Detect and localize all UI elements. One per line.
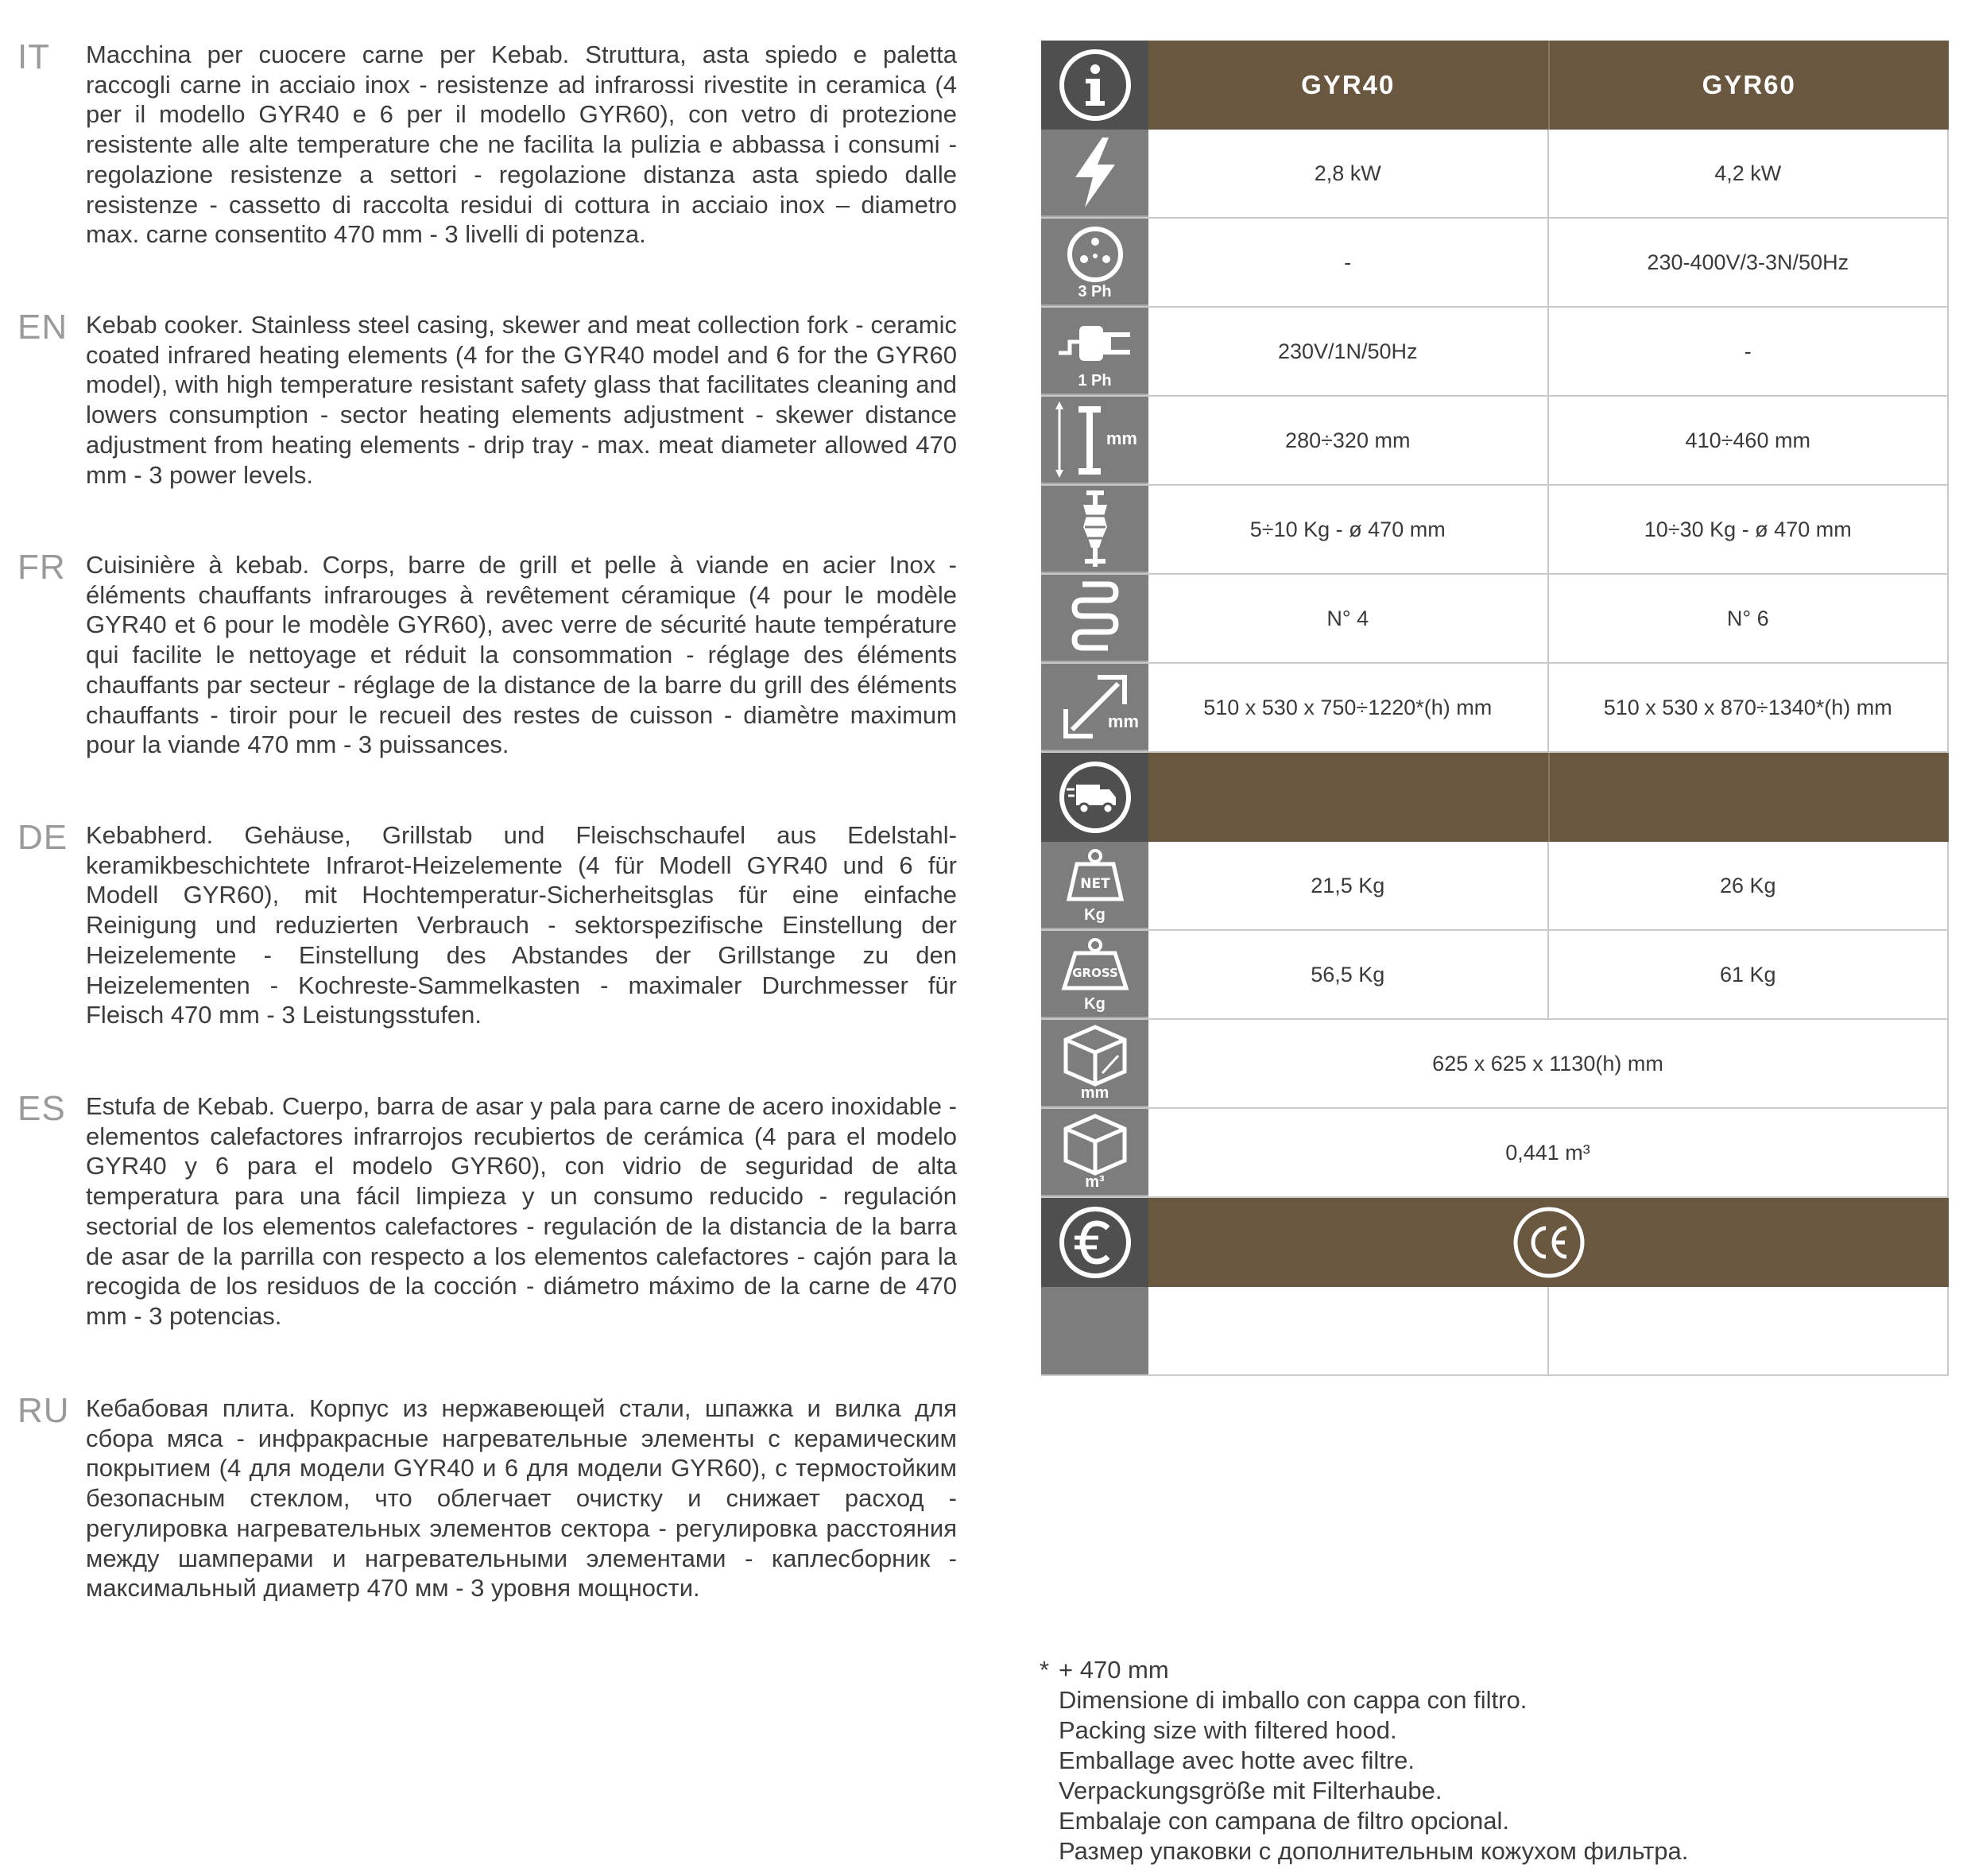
spec-row-net-weight bbox=[1041, 842, 1949, 931]
value-gyr60: 26 Kg bbox=[1547, 842, 1948, 929]
footnote-line: Dimensione di imballo con cappa con filtro. bbox=[1059, 1686, 1528, 1714]
language-code: DE bbox=[17, 818, 68, 857]
value-gyr40: 56,5 Kg bbox=[1311, 962, 1385, 986]
icon-label: 1 Ph bbox=[1078, 372, 1112, 390]
package-volume-icon bbox=[1061, 1113, 1129, 1176]
footnote-line: Verpackungsgröße mit Filterhaube. bbox=[1059, 1777, 1442, 1804]
price-gyr60 bbox=[1547, 1287, 1948, 1374]
price-gyr40 bbox=[1148, 1287, 1547, 1374]
description-es bbox=[17, 1091, 957, 1331]
spec-row-single-phase bbox=[1041, 308, 1949, 397]
net-weight-icon bbox=[1066, 847, 1125, 905]
spec-row-heating-elements bbox=[1041, 575, 1949, 664]
value-gyr40: 5÷10 Kg - ø 470 mm bbox=[1249, 517, 1446, 541]
spec-row-meat-capacity bbox=[1041, 486, 1949, 575]
icon-label: mm bbox=[1080, 1084, 1109, 1102]
model-gyr40-header: GYR40 bbox=[1301, 70, 1396, 99]
info-icon bbox=[1057, 47, 1133, 123]
footnote-line: Emballage avec hotte avec filtre. bbox=[1059, 1746, 1415, 1774]
footnote-line: Embalaje con campana de filtro opcional. bbox=[1059, 1807, 1509, 1835]
footnote-line: Размер упаковки с дополнительным кожухом фильтра. bbox=[1059, 1837, 1689, 1865]
language-code: IT bbox=[17, 37, 51, 76]
description-ru bbox=[17, 1393, 957, 1603]
delivery-truck-icon bbox=[1057, 759, 1133, 835]
description-en bbox=[17, 310, 957, 490]
value-gyr60: 410÷460 mm bbox=[1547, 397, 1948, 484]
description-text: Cuisinière à kebab. Corps, barre de grill et pelle à viande en acier Inox - éléments chauffants infrarouges à revêtement céramique (4 pour le modèle GYR40 et 6 pour le modèle GYR60), avec verre de sécurité haute température qui facilite le nettoyage et réduit la consommation - réglage des éléments chauffants par secteur - réglage de la distance de la barre du grill des éléments chauffants - tiroir pour le recueil des restes de cuisson - diamètre maximum pour la viande 470 mm - 3 puissances. bbox=[86, 551, 957, 759]
value-gyr60: 230-400V/3-3N/50Hz bbox=[1547, 219, 1948, 306]
package-dimensions-icon bbox=[1061, 1024, 1129, 1087]
value-gyr60: - bbox=[1547, 308, 1948, 395]
value-gyr40: 230V/1N/50Hz bbox=[1277, 339, 1418, 363]
single-phase-plug-icon bbox=[1055, 318, 1135, 366]
value-gyr60: 10÷30 Kg - ø 470 mm bbox=[1547, 486, 1948, 573]
value-gyr40: N° 4 bbox=[1326, 606, 1369, 630]
value-gyr40: 510 x 530 x 750÷1220*(h) mm bbox=[1203, 695, 1493, 719]
price-row bbox=[1041, 1287, 1949, 1376]
description-de bbox=[17, 820, 957, 1030]
footnote-star: * bbox=[1040, 1656, 1050, 1684]
gross-weight-icon bbox=[1059, 936, 1131, 994]
three-phase-plug-icon bbox=[1065, 224, 1125, 285]
language-code: ES bbox=[17, 1089, 66, 1128]
description-text: Macchina per cuocere carne per Kebab. Struttura, asta spiedo e paletta raccogli carne in acciaio inox - resistenze ad infrarossi rivestite in ceramica (4 per il modello GYR40 e 6 per il modello GYR60), con vetro di protezione resistente alle alte temperature che ne facilita la pulizia e abbassa i consumi - regolazione resistenze a settori - regolazione distanza asta spiedo dalle resistenze - cassetto di raccolta residui di cottura in acciaio inox – diametro max. carne consentito 470 mm - 3 livelli di potenza. bbox=[86, 41, 957, 249]
spec-row-package-dimensions bbox=[1041, 1020, 1949, 1109]
language-code: FR bbox=[17, 548, 66, 587]
description-text: Kebab cooker. Stainless steel casing, skewer and meat collection fork - ceramic coated infrared heating elements (4 for the GYR40 model and 6 for the GYR60 model), with high temperature resistant safety glass that facilitates cleaning and lowers consumption - sector heating elements adjustment - skewer distance adjustment from heating elements - drip tray - max. meat diameter allowed 470 mm - 3 power levels. bbox=[86, 311, 957, 489]
icon-label: m³ bbox=[1085, 1173, 1105, 1191]
price-header-row bbox=[1041, 1198, 1949, 1287]
description-text: Estufa de Kebab. Cuerpo, barra de asar y pala para carne de acero inoxidable - elementos calefactores infrarrojos recubiertos de cerámica (4 para el modelo GYR40 y 6 para el modelo GYR60), con vidrio de seguridad de alta temperatura para una fácil limpieza y un consumo reducido - regulación sectorial de los elementos calefactores - regulación de la distancia de la barra de asar de la parrilla con respecto a los elementos calefactores - cajón para la recogida de los residuos de la cocción - diámetro máximo de la carne de 470 mm - 3 potencias. bbox=[86, 1092, 957, 1330]
skewer-distance-icon bbox=[1051, 400, 1107, 479]
spec-table bbox=[1041, 41, 1949, 1376]
weight-badge: NET bbox=[1079, 876, 1110, 892]
description-text: Кебабовая плита. Корпус из нержавеющей стали, шпажка и вилка для сбора мяса - инфракрасные нагревательные элементы с керамическим покрытием (4 для модели GYR40 и 6 для модели GYR60), с термостойким безопасным стеклом, что облегчает очистку и снижает расход - регулировка нагревательных элементов сектора - регулировка расстояния между шамперами и нагревательными элементами - каплесборник - максимальный диаметр 470 мм - 3 уровня мощности. bbox=[86, 1394, 957, 1603]
weight-badge: GROSS bbox=[1071, 966, 1118, 980]
icon-label: Kg bbox=[1084, 906, 1106, 924]
model-header-row bbox=[1041, 41, 1949, 130]
description-it bbox=[17, 37, 957, 250]
spec-row-power bbox=[1041, 130, 1949, 219]
description-fr bbox=[17, 550, 957, 760]
package-volume-value: 0,441 m³ bbox=[1505, 1140, 1590, 1165]
icon-label: mm bbox=[1106, 428, 1137, 448]
model-gyr60-header: GYR60 bbox=[1548, 41, 1950, 130]
value-gyr40: 280÷320 mm bbox=[1285, 428, 1411, 452]
spec-row-gross-weight bbox=[1041, 931, 1949, 1020]
info-icon-cell bbox=[1041, 41, 1148, 130]
heating-element-icon bbox=[1071, 579, 1119, 656]
shipping-gyr60-header bbox=[1548, 753, 1950, 842]
footnote-first: + 470 mm bbox=[1059, 1656, 1169, 1684]
kebab-skewer-icon bbox=[1075, 489, 1115, 568]
power-bolt-icon bbox=[1067, 134, 1123, 211]
language-code: RU bbox=[17, 1391, 70, 1430]
value-gyr40: - bbox=[1344, 250, 1352, 274]
value-gyr60: N° 6 bbox=[1547, 575, 1948, 662]
euro-icon bbox=[1057, 1204, 1133, 1281]
value-gyr40: 2,8 kW bbox=[1314, 161, 1381, 185]
spec-row-package-volume bbox=[1041, 1109, 1949, 1198]
price-icon-cell bbox=[1041, 1287, 1148, 1374]
value-gyr60: 61 Kg bbox=[1547, 931, 1948, 1018]
ce-mark-icon bbox=[1511, 1204, 1587, 1281]
description-text: Kebabherd. Gehäuse, Grillstab und Fleischschaufel aus Edelstahl- keramikbeschichtete Infrarot-Heizelemente (4 für Modell GYR40 und 6 für Modell GYR60), mit Hochtemperatur-Sicherheitsglas für eine einfache Reinigung und reduzierten Verbrauch - sektorspezifische Einstellung der Heizelemente - Einstellung des Abstandes der Grillstange zu den Heizelementen - Kochreste-Sammelkasten - maximaler Durchmesser für Fleisch 470 mm - 3 Leistungsstufen. bbox=[86, 821, 957, 1029]
icon-label: Kg bbox=[1084, 995, 1106, 1013]
package-dimensions-value: 625 x 625 x 1130(h) mm bbox=[1432, 1051, 1663, 1076]
footnote bbox=[1040, 1655, 1688, 1866]
icon-label: mm bbox=[1107, 711, 1139, 731]
value-gyr60: 4,2 kW bbox=[1547, 130, 1948, 217]
spec-row-three-phase bbox=[1041, 219, 1949, 308]
shipping-gyr40-header bbox=[1148, 753, 1548, 842]
value-gyr40: 21,5 Kg bbox=[1311, 873, 1385, 897]
shipping-header-row bbox=[1041, 753, 1949, 842]
spec-row-skewer-distance bbox=[1041, 397, 1949, 486]
footnote-line: Packing size with filtered hood. bbox=[1059, 1716, 1397, 1744]
icon-label: 3 Ph bbox=[1078, 283, 1112, 300]
spec-row-dimensions bbox=[1041, 664, 1949, 753]
value-gyr60: 510 x 530 x 870÷1340*(h) mm bbox=[1547, 664, 1948, 751]
language-code: EN bbox=[17, 308, 68, 347]
